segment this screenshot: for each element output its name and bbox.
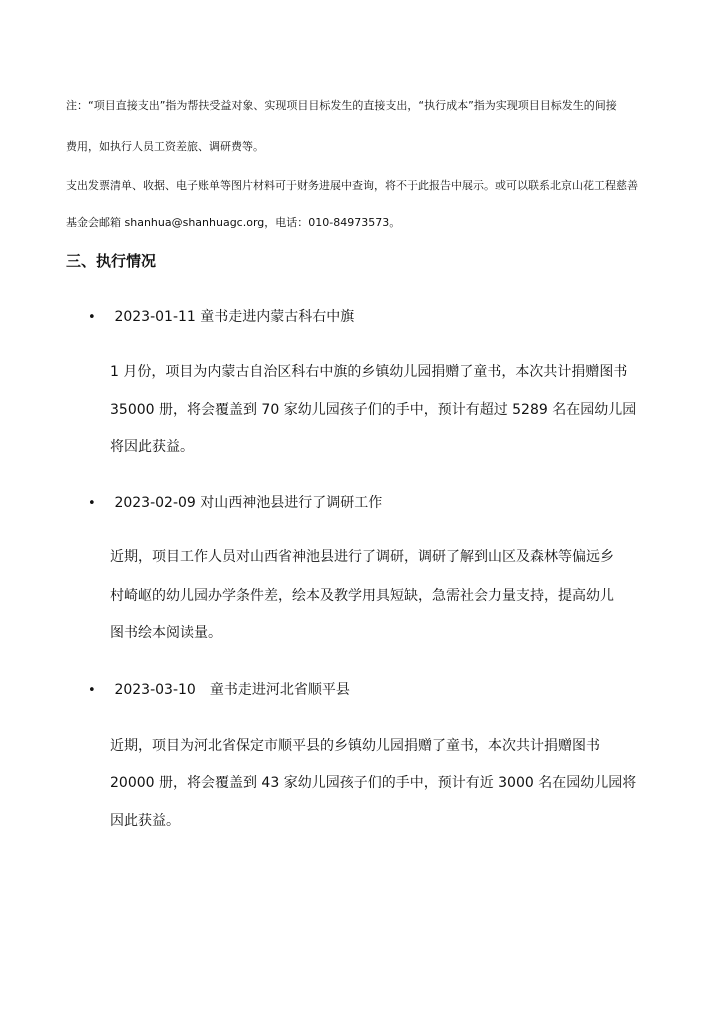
paragraph-line: 近期，项目工作人员对山西省神池县进行了调研，调研了解到山区及森林等偏远乡 xyxy=(110,549,614,565)
item-title-text: 2023-02-09 对山西神池县进行了调研工作 xyxy=(114,495,383,511)
bullet-icon: • xyxy=(88,683,96,698)
paragraph-line: 1 月份，项目为内蒙古自治区科右中旗的乡镇幼儿园捐赠了童书，本次共计捐赠图书 xyxy=(110,364,628,380)
paragraph-line: 近期，项目为河北省保定市顺平县的乡镇幼儿园捐赠了童书，本次共计捐赠图书 xyxy=(110,738,600,754)
paragraph-line: 将因此获益。 xyxy=(110,439,194,455)
section-heading: 三、执行情况 xyxy=(66,252,157,270)
item-title-text: 2023-01-11 童书走进内蒙古科右中旗 xyxy=(114,309,355,325)
paragraph-line: 村崎岖的幼儿园办学条件差，绘本及教学用具短缺，急需社会力量支持，提高幼儿 xyxy=(110,588,614,604)
paragraph-line: 图书绘本阅读量。 xyxy=(110,625,222,641)
paragraph-line: 因此获益。 xyxy=(110,813,180,829)
paragraph-line: 20000 册，将会覆盖到 43 家幼儿园孩子们的手中，预计有近 3000 名在园幼儿园将 xyxy=(110,775,637,791)
note-line-2: 费用，如执行人员工资差旅、调研费等。 xyxy=(66,140,264,153)
list-item-title xyxy=(88,307,354,328)
bullet-icon: • xyxy=(88,310,96,325)
list-item-title xyxy=(88,680,350,701)
note-line-3: 支出发票清单、收据、电子账单等图片材料可于财务进展中查询，将不于此报告中展示。或可以联系北京山花工程慈善 xyxy=(66,179,638,192)
paragraph-line: 35000 册，将会覆盖到 70 家幼儿园孩子们的手中，预计有超过 5289 名在园幼儿园 xyxy=(110,402,637,418)
bullet-icon: • xyxy=(88,496,96,511)
note-line-4: 基金会邮箱 shanhua@shanhuagc.org，电话：010-84973573。 xyxy=(66,216,401,229)
note-line-1: 注：“项目直接支出”指为帮扶受益对象、实现项目目标发生的直接支出，“执行成本”指为实现项目目标发生的间接 xyxy=(66,99,617,112)
list-item-title xyxy=(88,493,382,514)
item-title-text: 2023-03-10 童书走进河北省顺平县 xyxy=(114,682,350,698)
